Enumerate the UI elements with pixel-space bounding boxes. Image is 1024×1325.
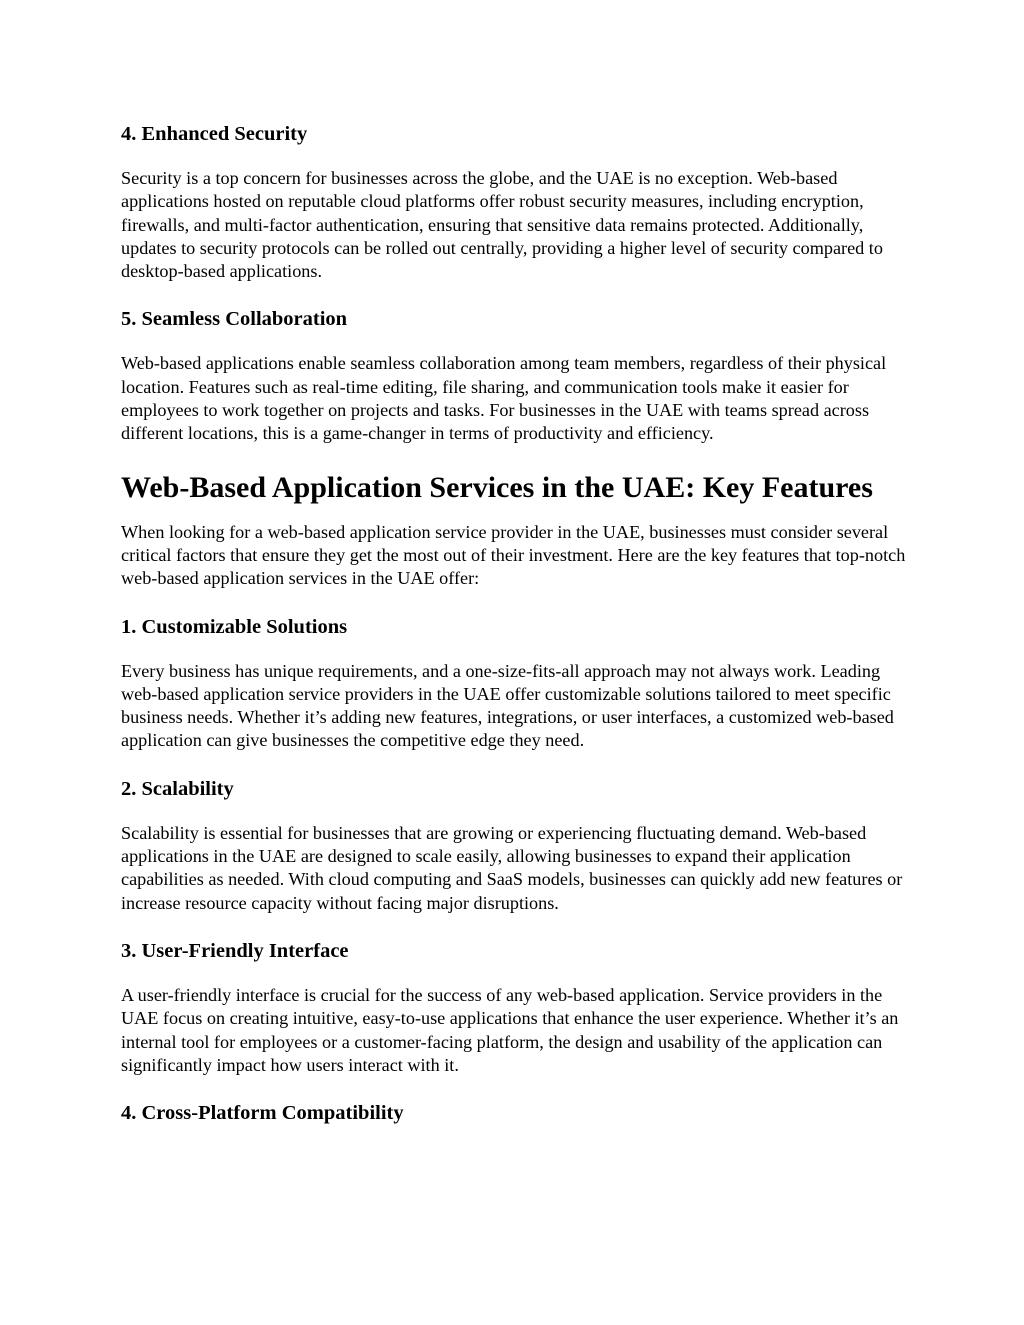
paragraph-seamless-collaboration: Web-based applications enable seamless collaboration among team members, regardless of their physical location. Features such as real-time editing, file sharing, and communication tools make it easier for employees to work together on projects and tasks. For businesses in the UAE with teams spread across different locations, this is a game-changer in terms of productivity and efficiency. bbox=[121, 353, 887, 444]
document-content bbox=[121, 121, 911, 1146]
heading-customizable-solutions: 1. Customizable Solutions bbox=[121, 615, 348, 638]
paragraph-key-features-intro: When looking for a web-based application service provider in the UAE, businesses must consider several critical factors that ensure they get the most out of their investment. Here are the key features that top-notch web-based application services in the UAE offer: bbox=[121, 521, 906, 589]
paragraph-user-friendly-interface: A user-friendly interface is crucial for the success of any web-based application. Service providers in the UAE focus on creating intuitive, easy-to-use applications that enhance the user experience. Whether it’s an internal tool for employees or a customer-facing platform, the design and usability of the application can significantly impact how users interact with it. bbox=[121, 984, 899, 1075]
heading-cross-platform-compatibility: 4. Cross-Platform Compatibility bbox=[121, 1102, 404, 1125]
heading-user-friendly-interface: 3. User-Friendly Interface bbox=[121, 939, 349, 962]
paragraph-scalability: Scalability is essential for businesses that are growing or experiencing fluctuating demand. Web-based applications in the UAE are designed to scale easily, allowing businesses to expand their application capabilities as needed. With cloud computing and SaaS models, businesses can quickly add new features or increase resource capacity without facing major disruptions. bbox=[121, 822, 903, 913]
paragraph-enhanced-security: Security is a top concern for businesses across the globe, and the UAE is no exception. Web-based applications hosted on reputable cloud platforms offer robust security measures, including encryption, firewalls, and multi-factor authentication, ensuring that sensitive data remains protected. Additionally, updates to security protocols can be rolled out centrally, providing a higher level of security compared to desktop-based applications. bbox=[121, 168, 883, 282]
heading-enhanced-security: 4. Enhanced Security bbox=[121, 123, 308, 145]
paragraph-customizable-solutions: Every business has unique requirements, and a one-size-fits-all approach may not always work. Leading web-based application service providers in the UAE offer customizable solutions tailored to meet specific business needs. Whether it’s adding new features, integrations, or user interfaces, a customized web-based application can give businesses the competitive edge they need. bbox=[121, 660, 894, 751]
heading-seamless-collaboration: 5. Seamless Collaboration bbox=[121, 308, 348, 331]
heading-key-features: Web-Based Application Services in the UAE: Key Features bbox=[121, 470, 873, 504]
heading-scalability: 2. Scalability bbox=[121, 777, 234, 800]
